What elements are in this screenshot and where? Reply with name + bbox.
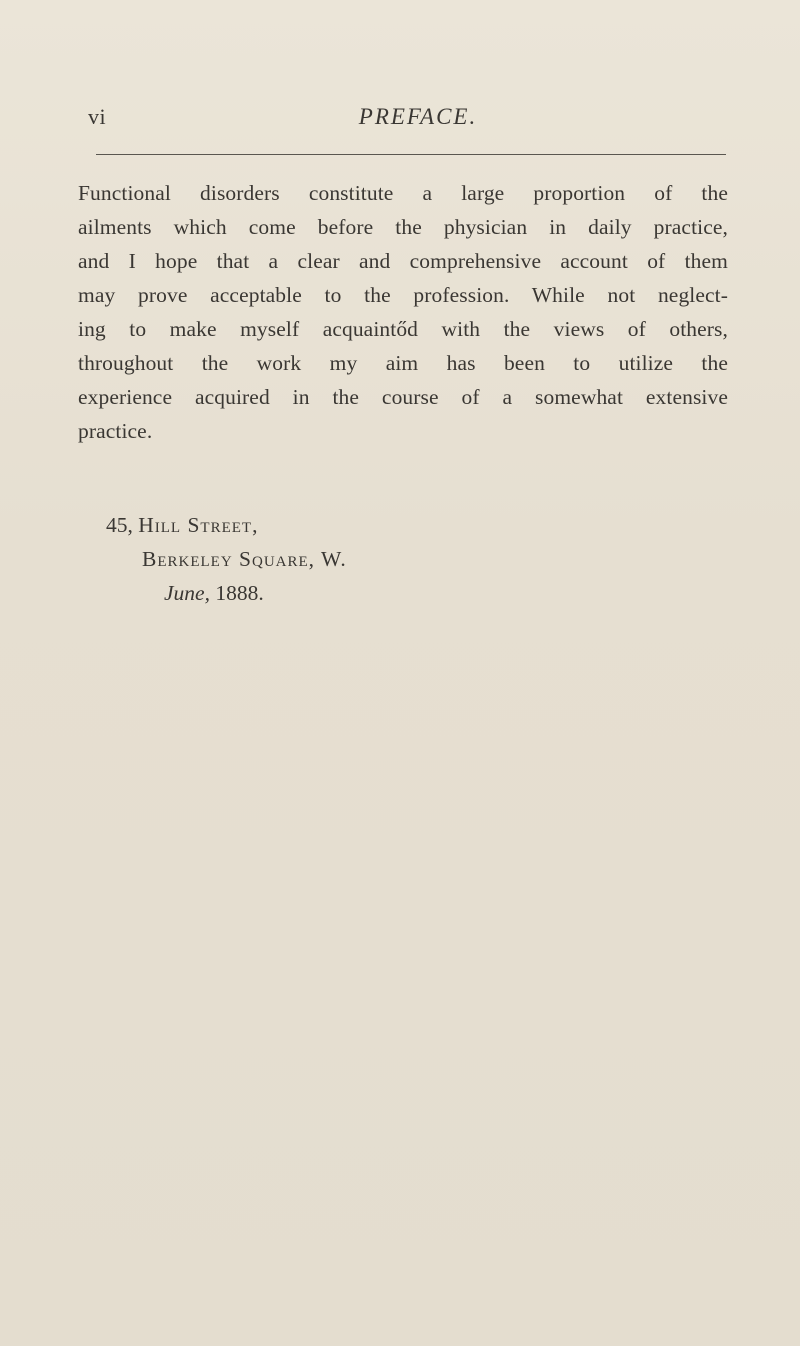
date-year: 1888. — [215, 581, 264, 605]
preface-paragraph — [78, 176, 728, 448]
paragraph-line: may prove acceptable to the profession. While not neglect- — [78, 283, 728, 307]
date-month: June, — [164, 581, 210, 605]
paragraph-line: experience acquired in the course of a somewhat extensive — [78, 385, 728, 409]
paragraph-line: throughout the work my aim has been to utilize the — [78, 351, 728, 375]
page-number: vi — [88, 104, 107, 129]
date-line — [106, 576, 347, 610]
paragraph-line: ing to make myself acquaintőd with the views of others, — [78, 317, 728, 341]
running-title: PREFACE. — [358, 104, 478, 129]
header-rule — [96, 154, 726, 155]
square-line: Berkeley Square, W. — [142, 547, 347, 571]
paragraph-line: Functional disorders constitute a large proportion of the — [78, 181, 728, 205]
signature-block — [106, 508, 347, 610]
paragraph-line: and I hope that a clear and comprehensive account of them — [78, 249, 728, 273]
street-number: 45, — [106, 513, 133, 537]
paragraph-line: practice. — [78, 419, 153, 443]
street-name: Hill Street, — [138, 513, 259, 537]
running-head — [88, 104, 728, 136]
address-line — [106, 508, 347, 542]
paragraph-line: ailments which come before the physician in daily practice, — [78, 215, 728, 239]
